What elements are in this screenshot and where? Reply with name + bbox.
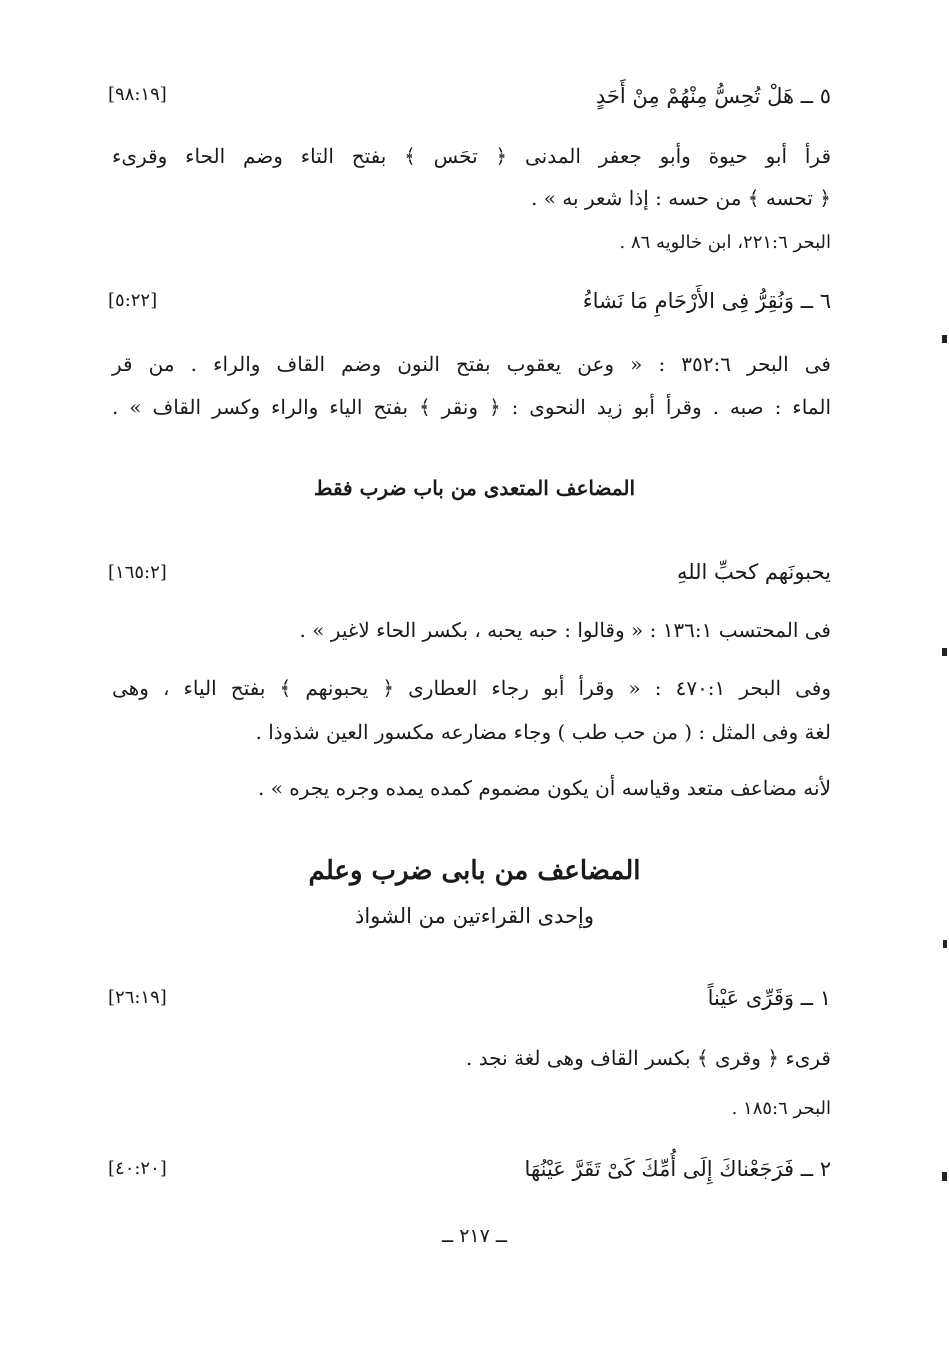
text-line: قرىء ﴿ وقرى ﴾ بكسر القاف وهى لغة نجد . bbox=[466, 1046, 831, 1070]
verse-reference: [٥:٢٢] bbox=[108, 290, 158, 311]
source-line: البحر ١٨٥:٦ . bbox=[731, 1098, 831, 1119]
verse-line: ٦ ــ وَنُقِرُّ فِى الأَرْحَامِ مَا نَشاءُ bbox=[582, 289, 831, 313]
scan-mark bbox=[942, 648, 947, 656]
text-line: فى البحر ٣٥٢:٦ : « وعن يعقوب بفتح النون وضم القاف والراء . من قر bbox=[112, 352, 831, 376]
verse-reference: [١٦٥:٢] bbox=[108, 562, 167, 583]
source-line: البحر ٢٢١:٦، ابن خالويه ٨٦ . bbox=[619, 232, 831, 253]
text-line: الماء : صبه . وقرأ أبو زيد النحوى : ﴿ ونقر ﴾ بفتح الياء والراء وكسر القاف » . bbox=[112, 395, 831, 419]
section-subheading: وإحدى القراءتين من الشواذ bbox=[355, 904, 594, 928]
text-line: ﴿ تحسه ﴾ من حسه : إذا شعر به » . bbox=[531, 186, 831, 210]
scan-mark bbox=[942, 1172, 947, 1181]
scan-mark bbox=[943, 940, 947, 948]
verse-line: ٥ ــ هَلْ تُحِسُّ مِنْهُمْ مِنْ أَحَدٍ bbox=[595, 84, 831, 108]
verse-reference: [٤٠:٢٠] bbox=[108, 1158, 167, 1179]
section-heading: المضاعف المتعدى من باب ضرب فقط bbox=[313, 476, 636, 500]
verse-reference: [٢٦:١٩] bbox=[108, 987, 167, 1008]
text-line: وفى البحر ٤٧٠:١ : « وقرأ أبو رجاء العطارى ﴿ يحبونهم ﴾ بفتح الياء ، وهى bbox=[112, 676, 831, 700]
text-line: لأنه مضاعف متعد وقياسه أن يكون مضموم كمده يمده وجره يجره » . bbox=[258, 776, 831, 800]
text-line: فى المحتسب ١٣٦:١ : « وقالوا : حبه يحبه ، بكسر الحاء لاغير » . bbox=[299, 618, 831, 642]
scan-mark bbox=[942, 335, 947, 343]
section-heading: المضاعف من بابى ضرب وعلم bbox=[308, 856, 641, 886]
text-line: لغة وفى المثل : ( من حب طب ) وجاء مضارعه مكسور العين شذوذا . bbox=[255, 720, 831, 744]
text-line: قرأ أبو حيوة وأبو جعفر المدنى ﴿ تحَس ﴾ بفتح التاء وضم الحاء وقرىء bbox=[112, 144, 831, 168]
verse-line: ٢ ــ فَرَجَعْناكَ إِلَى أُمِّكَ كَىْ تَقَرَّ عَيْنُهَا bbox=[524, 1157, 831, 1181]
verse-line: يحبونَهم كحبِّ اللهِ bbox=[676, 560, 831, 584]
verse-line: ١ ــ وَقَرِّى عَيْناً bbox=[707, 986, 831, 1010]
page-number: ــ ٢١٧ ــ bbox=[442, 1225, 507, 1247]
verse-reference: [٩٨:١٩] bbox=[108, 84, 167, 105]
